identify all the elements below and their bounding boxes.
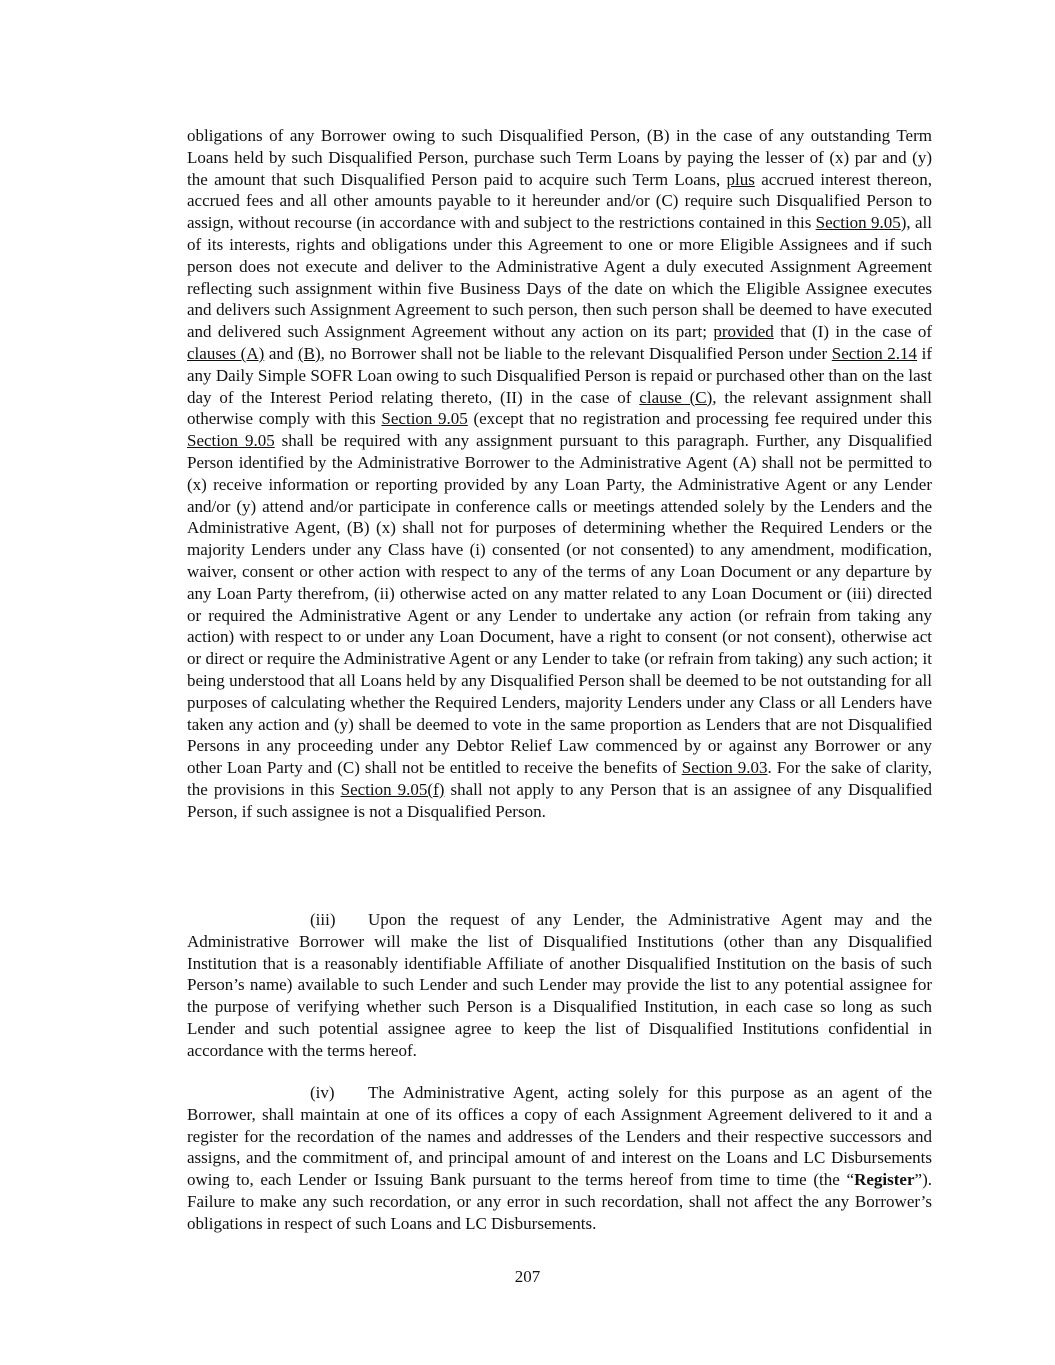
text-run: that (I) in the case of xyxy=(773,322,932,342)
text-run: The Administrative Agent, acting solely for this purpose as an agent of the Borrower, shall maintain at one of its offices a copy of each Assignment Agreement delivered to it and a register for the recordation of the names and addresses of the Lenders and their respective successors and assigns, and the commitment of, and principal amount of and interest on the Loans and LC Disbursements owing to, each Lender or Issuing Bank pursuant to the terms hereof from time to time (the “ xyxy=(187,1083,932,1190)
paragraph-iii xyxy=(187,909,932,1062)
text-run: if any Daily Simple SOFR Loan owing to such Disqualified Person is repaid or purchased other than on the last day of the Interest Period relating thereto, (II) in the case of xyxy=(187,343,933,407)
section-reference: Section 9.05 xyxy=(381,409,468,429)
clause-reference: clauses (A) xyxy=(187,343,265,363)
section-reference: Section 2.14 xyxy=(831,343,918,363)
text-run: , no Borrower shall not be liable to the relevant Disqualified Person under xyxy=(320,343,832,363)
text-run: ”). Failure to make any such recordation, or any error in such recordation, shall not affect the any Borrower’s obligations in respect of such Loans and LC Disbursements. xyxy=(187,1170,932,1233)
clause-number: (iii) xyxy=(310,910,336,929)
page-number: 207 xyxy=(514,1267,541,1286)
section-reference: Section 9.03 xyxy=(681,758,768,778)
text-run: and xyxy=(264,343,298,363)
text-run: . For the sake of clarity, the provisions in this xyxy=(187,758,932,799)
text-run: ), all of its interests, rights and obligations under this Agreement to one or more Eligible Assignees and if such person does not execute and deliver to the Administrative Agent a duly executed Assignment Agreement reflecting such assignment within five Business Days of the date on which the Eligible Assignee executes and delivers such Assignment Agreement to such person, then such person shall be deemed to have executed and delivered such Assignment Agreement without any action on its part; xyxy=(187,213,933,342)
clause-reference: clause (C) xyxy=(639,387,713,407)
underlined-term-provided: provided xyxy=(713,322,774,342)
section-reference: Section 9.05(f) xyxy=(340,779,445,799)
clause-number: (iv) xyxy=(310,1083,335,1102)
text-run: shall be required with any assignment pursuant to this paragraph. Further, any Disqualified Person identified by the Administrative Borrower to the Administrative Agent (A) shall not be permitted to (x) receive information or reporting provided by any Loan Party, the Administrative Agent or any Lender and/or (y) attend and/or participate in conference calls or meetings attended solely by the Lenders and the Administrative Agent, (B) (x) shall not for purposes of determining whether the Required Lenders or the majority Lenders under any Class have (i) consented (or not consented) to any amendment, modification, waiver, consent or other action with respect to any of the terms of any Loan Document or any departure by any Loan Party therefrom, (ii) otherwise acted on any matter related to any Loan Document or (iii) directed or required the Administrative Agent or any Lender to undertake any action (or refrain from taking any action) with respect to or under any Loan Document, have a right to consent (or not consent), otherwise act or direct or require the Administrative Agent or any Lender to take (or refrain from taking) any such action; it being understood that all Loans held by any Disqualified Person shall be deemed to be not outstanding for all purposes of calculating whether the Required Lenders, majority Lenders under any Class or all Lenders have taken any action and (y) shall be deemed to vote in the same proportion as Lenders that are not Disqualified Persons in any proceeding under any Debtor Relief Law commenced by or against any Borrower or any other Loan Party and (C) shall not be entitled to receive the benefits of xyxy=(187,431,932,778)
section-reference: Section 9.05 xyxy=(187,431,275,451)
paragraph-iv xyxy=(187,1082,932,1235)
text-run: Upon the request of any Lender, the Administrative Agent may and the Administrative Borrower will make the list of Disqualified Institutions (other than any Disqualified Institution that is a reasonably identifiable Affiliate of another Disqualified Institution on the basis of such Person’s name) available to such Lender and such Lender may provide the list to any potential assignee for the purpose of verifying whether such Person is a Disqualified Institution, in each case so long as such Lender and such potential assignee agree to keep the list of Disqualified Institutions confidential in accordance with the terms hereof. xyxy=(187,910,932,1060)
clause-reference: (B) xyxy=(297,343,321,363)
underlined-term-plus: plus xyxy=(726,169,755,189)
paragraph-continuation xyxy=(187,125,932,823)
defined-term-register: Register xyxy=(854,1170,915,1190)
text-run: accrued interest thereon, accrued fees and all other amounts payable to it hereunder and/or (C) require such Disqualified Person to assign, without recourse (in accordance with and subject to the restrictions contained in this xyxy=(187,169,933,233)
text-run: shall not apply to any Person that is an assignee of any Disqualified Person, if such assignee is not a Disqualified Person. xyxy=(187,779,932,821)
text-run: , the relevant assignment shall otherwise comply with this xyxy=(187,387,932,429)
text-run: (except that no registration and processing fee required under this xyxy=(467,409,933,429)
text-run: obligations of any Borrower owing to such Disqualified Person, (B) in the case of any outstanding Term Loans held by such Disqualified Person, purchase such Term Loans by paying the lesser of (x) par and (y) the amount that such Disqualified Person paid to acquire such Term Loans, xyxy=(187,126,932,189)
section-reference: Section 9.05 xyxy=(815,213,901,233)
